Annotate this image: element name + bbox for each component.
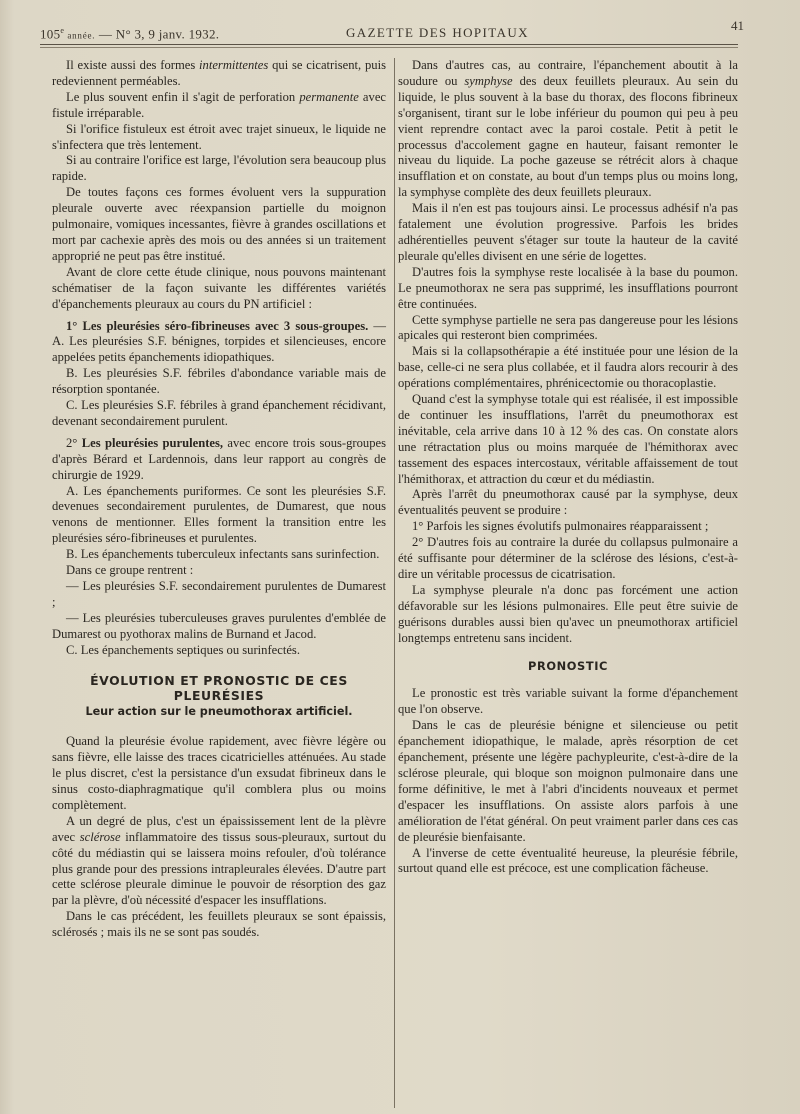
section-title: PRONOSTIC	[528, 658, 608, 673]
paragraph: Si au contraire l'orifice est large, l'évolution sera beaucoup plus rapide.	[52, 153, 386, 184]
paragraph: De toutes façons ces formes évoluent vers la suppuration pleurale ouverte avec réexpansion partielle du moignon pulmonaire, vomiques incessantes, fièvre à grandes oscillations et mort par cachexie après des mois ou des années si un traitement approprié ne peut pas être institué.	[52, 185, 386, 263]
paragraph: A un degré de plus, c'est un épaississement lent de la plèvre avec sclérose inflammatoire des tissus sous-pleuraux, surtout du côté du médiastin qui se laissera moins refouler, d'où tolérance plus grande pour des pressions intrapleurales élevées. D'autre part cette sclérose pleurale diminue le pouvoir de résorption des gaz par la plèvre, d'où nécessité d'espacer les insufflations.	[52, 813, 387, 908]
paragraph: Dans d'autres cas, au contraire, l'épanchement aboutit à la soudure ou symphyse des deux feuillets pleuraux. Au sein du liquide, le plus souvent à la base du thorax, des flocons fibrineux s'organisent, tirant sur le lobe inférieur du poumon qui peu à peu vient reprendre contact avec la paroi costale. Petit à petit le processus d'accolement gagne en hauteur, faisant remonter le niveau du liquide. La poche gazeuse se rétrécit alors à chaque insufflation et on constate, au bout d'un temps plus ou moins long, la symphyse complète des deux feuillets pleuraux.	[398, 58, 738, 200]
page-number: 41	[731, 18, 744, 33]
issue-rest: — N° 3, 9 janv. 1932.	[95, 26, 220, 42]
paragraph: Mais si la collapsothérapie a été instituée pour une lésion de la base, celle-ci ne sera plus collabée, et il faudra alors recourir à des opérations complémentaires, phrénicectomie ou thoracoplastie.	[398, 344, 738, 391]
journal-title: GAZETTE DES HOPITAUX	[346, 25, 529, 40]
paragraph: Si l'orifice fistuleux est étroit avec trajet sinueux, le liquide ne s'infectera que très lentement.	[52, 121, 386, 152]
paragraph: C. Les pleurésies S.F. fébriles à grand épanchement récidivant, devenant secondairement purulent.	[52, 398, 386, 428]
paragraph: Quand la pleurésie évolue rapidement, avec fièvre légère ou sans fièvre, elle laisse des traces cicatricielles atténuées. Au stade le plus discret, c'est la persistance d'un exsudat fibrineux dans le sinus costo-diaphragmatique qu'il comblera plus ou moins complètement.	[52, 734, 386, 812]
issue-sup: e	[60, 26, 65, 35]
paragraph: A. Les épanchements puriformes. Ce sont les pleurésies S.F. devenues secondairement purulentes, de Dumarest, que nous venons de mentionner. Elles forment la transition entre les pleurésies séro-fibrineuses et purulentes.	[52, 483, 386, 546]
paragraph: C. Les épanchements septiques ou surinfectés.	[66, 642, 300, 657]
paragraph: Avant de clore cette étude clinique, nous pouvons maintenant schématiser de la façon suivante les différentes variétés d'épanchements pleuraux au cours du PN artificiel :	[52, 264, 386, 311]
paragraph: La symphyse pleurale n'a donc pas forcément une action défavorable sur les lésions pulmonaires. Elle peut être suivie de guérisons durables aussi bien qu'avec un pneumothorax artificiel longtemps entretenu sans incident.	[398, 582, 738, 645]
paragraph: D'autres fois la symphyse reste localisée à la base du poumon. Le pneumothorax ne sera pas supprimé, les insufflations pourront être continuées.	[398, 264, 738, 311]
paragraph: Cette symphyse partielle ne sera pas dangereuse pour les lésions apicales qui resteront bien comprimées.	[398, 312, 738, 343]
paragraph: Il existe aussi des formes intermittentes qui se cicatrisent, puis redeviennent perméables.	[52, 58, 386, 88]
header-rule-secondary	[40, 47, 738, 48]
paragraph: Quand c'est la symphyse totale qui est réalisée, il est impossible de continuer les insufflations, l'arrêt du pneumothorax est inévitable, cela arrive dans 10 à 12 % des cas. On constate alors une rétractation plus ou moins marquée de l'hémithorax avec tassement des espaces intercostaux, véritable affaissement de tout l'hémithorax, et attraction du cœur et du médiastin.	[398, 392, 738, 486]
paragraph: — Les pleurésies tuberculeuses graves purulentes d'emblée de Dumarest ou pyothorax malins de Burnand et Jacod.	[52, 610, 386, 641]
paragraph: B. Les épanchements tuberculeux infectants sans surinfection.	[66, 547, 380, 562]
paragraph: Dans le cas précédent, les feuillets pleuraux se sont épaissis, sclérosés ; mais ils ne se sont pas soudés.	[52, 909, 386, 940]
paragraph: 1° Parfois les signes évolutifs pulmonaires réapparaissent ;	[412, 519, 709, 534]
paragraph: 2° D'autres fois au contraire la durée du collapsus pulmonaire a été suffisante pour déterminer de la sclérose des lésions, c'est-à-dire un véritable processus de cicatrisation.	[398, 535, 738, 581]
paragraph: Après l'arrêt du pneumothorax causé par la symphyse, deux éventualités peuvent se produire :	[398, 487, 738, 518]
paragraph: Dans le cas de pleurésie bénigne et silencieuse ou petit épanchement idiopathique, le malade, après résorption de cet épanchement, présente une légère pachypleurite, c'est-à-dire de la sclérose pleurale, qui bloque son moignon pulmonaire dans une forme définitive, le met à l'abri d'incidents nouveaux et permet d'espacer les insufflations. On assiste alors parfois à une amélioration de l'état général. On peut vraiment parler dans ces cas de pleurésie bienfaisante.	[398, 718, 738, 844]
paragraph: Le plus souvent enfin il s'agit de perforation permanente avec fistule irréparable.	[52, 89, 387, 120]
paragraph: Dans ce groupe rentrent :	[66, 563, 194, 578]
column-divider	[394, 58, 395, 1108]
paragraph: Le pronostic est très variable suivant la forme d'épanchement que l'on observe.	[398, 686, 738, 717]
paragraph: A l'inverse de cette éventualité heureuse, la pleurésie fébrile, surtout quand elle est précoce, est une complication fâcheuse.	[398, 845, 738, 876]
section-subtitle: Leur action sur le pneumothorax artificiel.	[85, 705, 353, 719]
right-column	[398, 58, 738, 877]
paragraph: 2° Les pleurésies purulentes, avec encore trois sous-groupes d'après Bérard et Lardennois, dans leur rapport au congrès de chirurgie de 1929.	[52, 435, 386, 482]
paragraph: Mais il n'en est pas toujours ainsi. Le processus adhésif n'a pas fatalement une évolution progressive. Parfois les brides adhérentielles peuvent s'étager sur toute la hauteur de la cavité pleurale qu'elles divisent en une série de logettes.	[398, 201, 738, 263]
page-header	[34, 20, 744, 42]
paragraph: — Les pleurésies S.F. secondairement purulentes de Dumarest ;	[52, 579, 386, 609]
paragraph: B. Les pleurésies S.F. fébriles d'abondance variable mais de résorption spontanée.	[52, 366, 386, 397]
paragraph: 1° Les pleurésies séro-fibrineuses avec 3 sous-groupes. — A. Les pleurésies S.F. bénignes, torpides et silencieuses, encore appelées petits épanchements idiopathiques.	[52, 318, 386, 365]
issue-info: 105e année. — N° 3, 9 janv. 1932.	[40, 26, 220, 42]
issue-word: année.	[64, 30, 96, 41]
header-rule	[40, 44, 738, 45]
section-title: ÉVOLUTION ET PRONOSTIC DE CES PLEURÉSIES	[90, 672, 348, 704]
left-column	[52, 58, 386, 941]
